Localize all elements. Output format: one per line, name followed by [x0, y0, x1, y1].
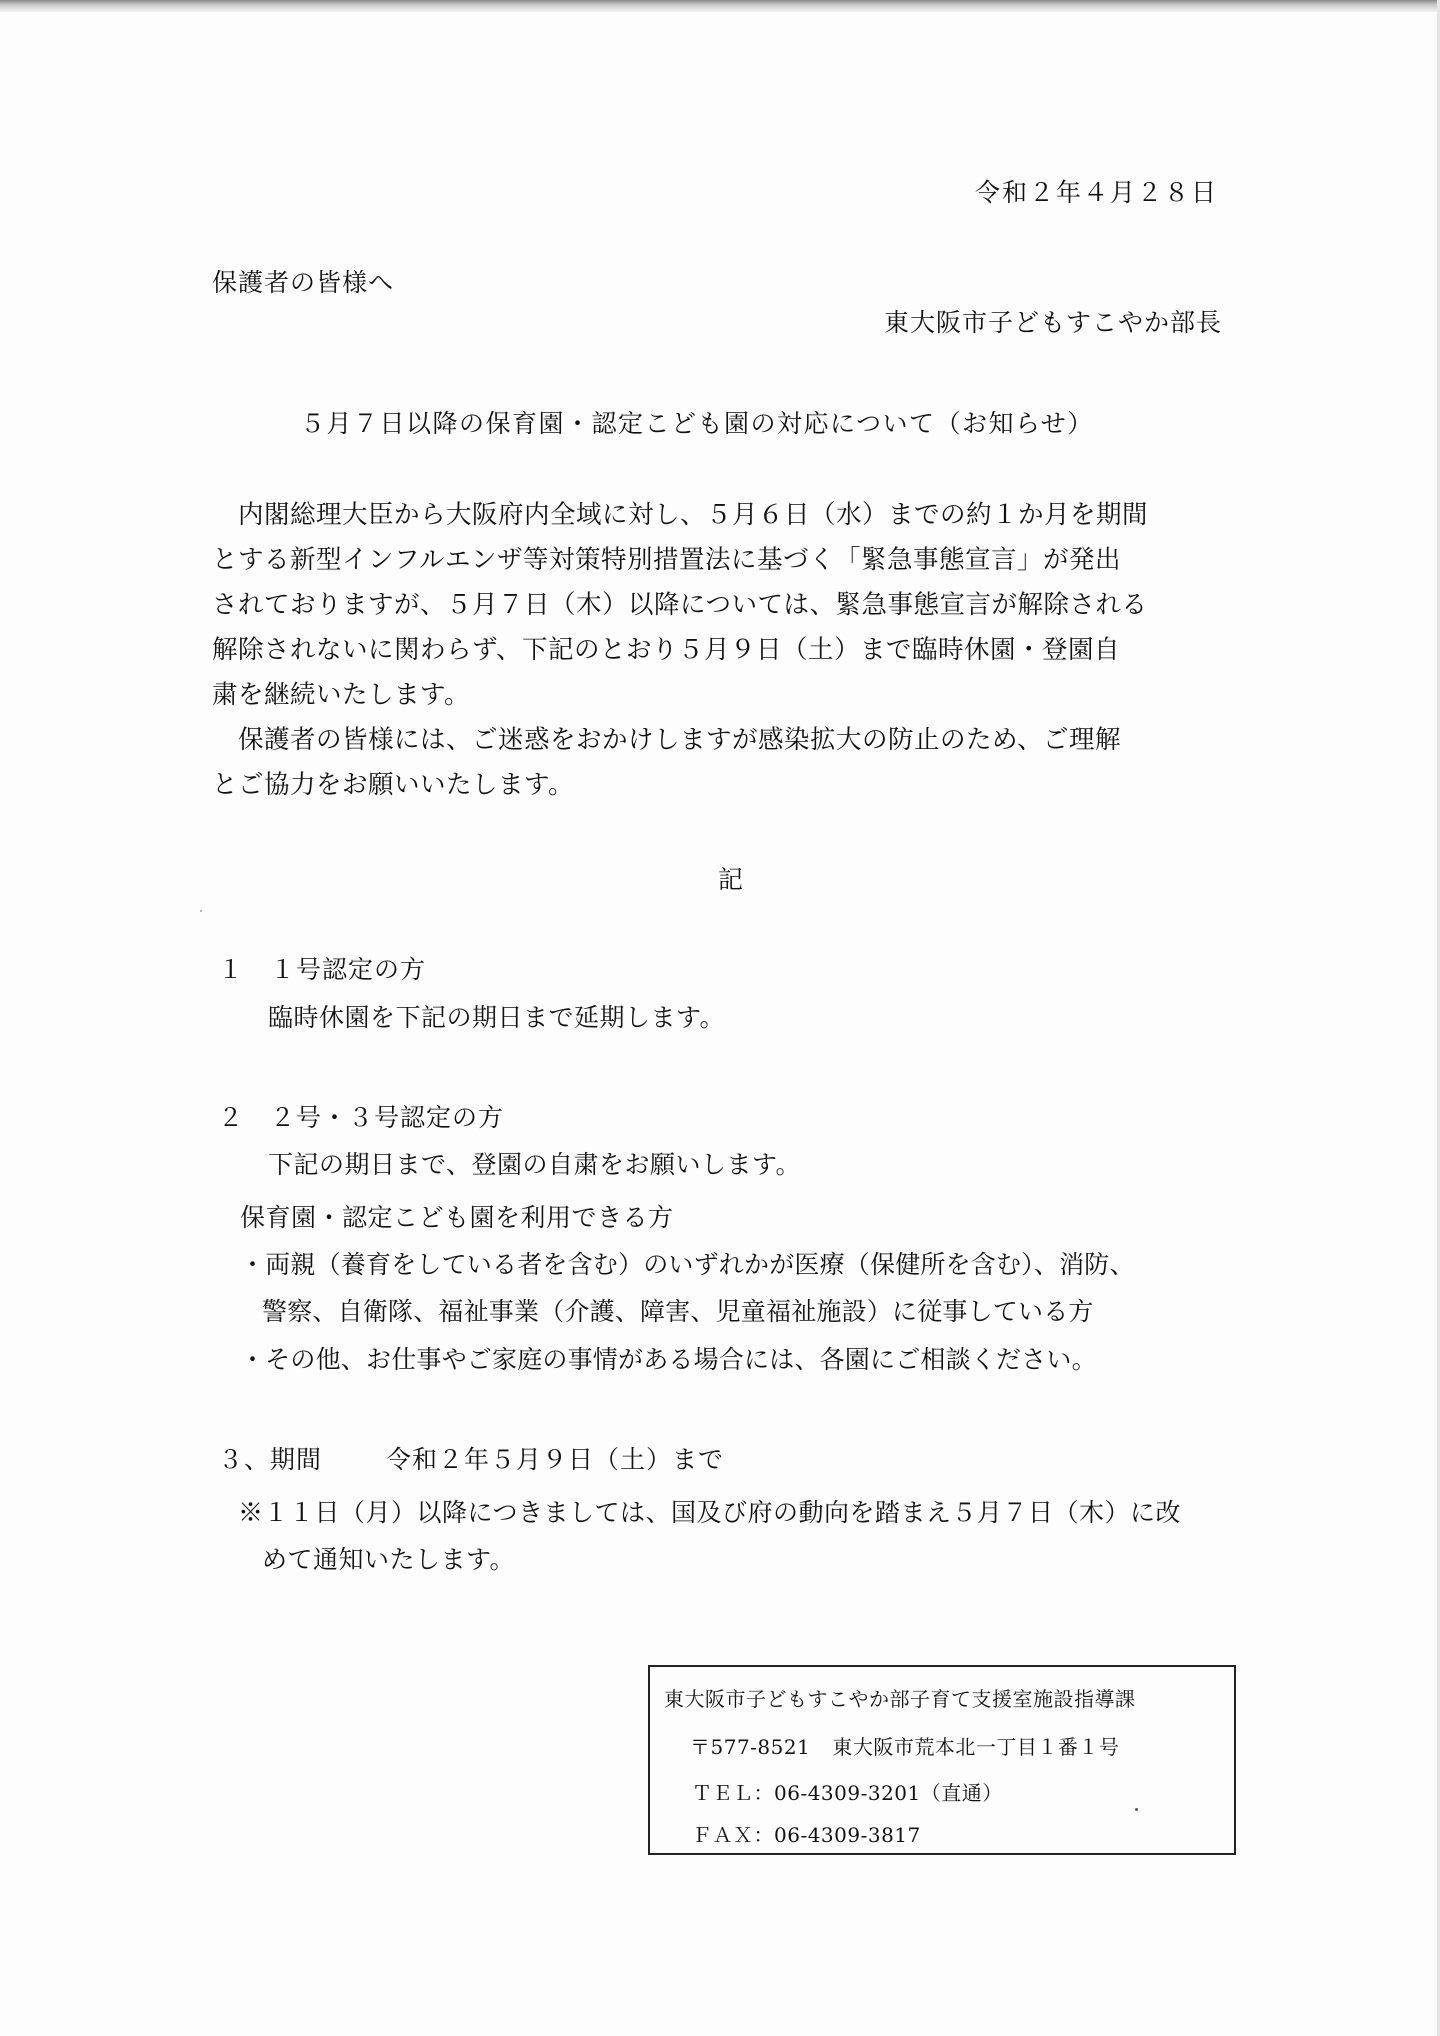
section2-bullet-2: ・その他、お仕事やご家庭の事情がある場合には、各園にご相談ください。 — [240, 1345, 1097, 1374]
contact-box — [648, 1665, 1236, 1855]
body-paragraphs — [212, 493, 1148, 808]
scan-speck — [200, 910, 202, 912]
contact-postal-code: 〒577-8521 — [690, 1735, 811, 1759]
section2-heading: ２ ２号・３号認定の方 — [218, 1103, 505, 1132]
section3-label: ３、期間 — [218, 1445, 323, 1474]
body-line: 粛を継続いたします。 — [212, 680, 470, 710]
body-line: 保護者の皆様には、ご迷惑をおかけしますが感染拡大の防止のため、ご理解 — [212, 725, 1121, 755]
scan-shadow-top — [0, 0, 1440, 12]
section2-bullet-1-continued: 警察、自衛隊、福祉事業（介護、障害、児童福祉施設）に従事している方 — [262, 1297, 1094, 1326]
section3-heading — [218, 1440, 724, 1476]
body-line: 解除されないに関わらず、下記のとおり５月９日（土）まで臨時休園・登園自 — [212, 635, 1120, 665]
section2-subheading: 保育園・認定こども園を利用できる方 — [240, 1203, 674, 1232]
body-line: とご協力をお願いいたします。 — [212, 770, 574, 800]
contact-fax: ＦＡＸ：06-4309-3817 — [692, 1823, 921, 1847]
contact-address-line — [690, 1731, 1119, 1760]
ki-heading: 記 — [718, 865, 744, 894]
section1-text: 臨時休園を下記の期日まで延期します。 — [268, 1003, 726, 1032]
section3-note-line-2: めて通知いたします。 — [262, 1545, 516, 1574]
contact-tel: ＴＥＬ：06-4309-3201（直通） — [692, 1781, 1003, 1805]
body-line: されておりますが、５月７日（木）以降については、緊急事態宣言が解除される — [212, 590, 1148, 620]
body-line: 内閣総理大臣から大阪府内全域に対し、５月６日（水）までの約１か月を期間 — [212, 500, 1149, 530]
contact-address: 東大阪市荒本北一丁目１番１号 — [832, 1735, 1120, 1759]
section2-bullet-1: ・両親（養育をしている者を含む）のいずれかが医療（保健所を含む）、消防、 — [240, 1250, 1135, 1279]
document-date: 令和２年４月２８日 — [974, 178, 1218, 207]
sender: 東大阪市子どもすこやか部長 — [883, 308, 1222, 337]
section2-text: 下記の期日まで、登園の自粛をお願いします。 — [268, 1150, 802, 1179]
section3-period: 令和２年５月９日（土）まで — [386, 1445, 725, 1474]
recipient: 保護者の皆様へ — [212, 268, 395, 297]
body-line: とする新型インフルエンザ等対策特別措置法に基づく「緊急事態宣言」が発出 — [212, 545, 1121, 575]
scan-speck — [1135, 1808, 1138, 1811]
section1-heading: １ １号認定の方 — [218, 955, 427, 984]
contact-department: 東大阪市子どもすこやか部子育て支援室施設指導課 — [664, 1687, 1136, 1711]
document-title: ５月７日以降の保育園・認定こども園の対応について（お知らせ） — [300, 409, 1094, 438]
section3-note-line-1: ※１１日（月）以降につきましては、国及び府の動向を踏まえ５月７日（木）に改 — [238, 1498, 1182, 1527]
